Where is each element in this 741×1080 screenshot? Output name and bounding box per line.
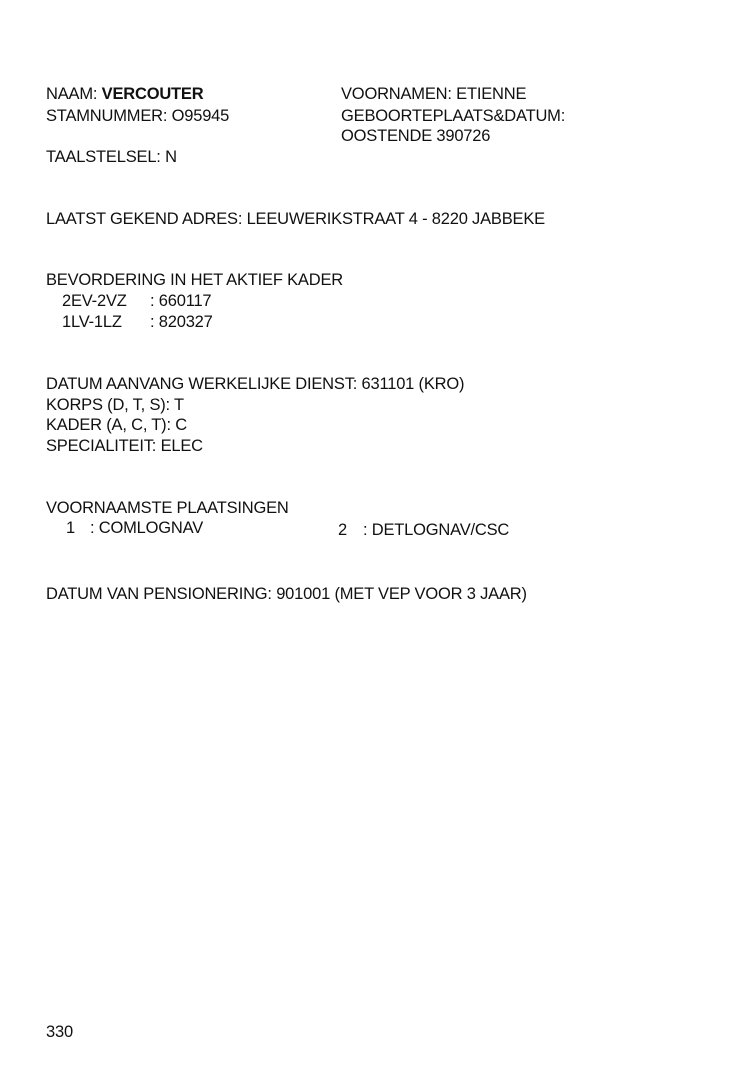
bevordering-code: 2EV-2VZ bbox=[62, 292, 127, 310]
taalstelsel-line: TAALSTELSEL: N bbox=[46, 148, 177, 166]
geboorte-label: GEBOORTEPLAATS&DATUM: bbox=[341, 107, 566, 125]
plaatsing-value: : DETLOGNAV/CSC bbox=[363, 521, 510, 539]
bevordering-heading: BEVORDERING IN HET AKTIEF KADER bbox=[46, 271, 343, 289]
plaatsingen-heading: VOORNAAMSTE PLAATSINGEN bbox=[46, 499, 289, 517]
naam-line bbox=[46, 84, 203, 104]
geboorte-value: OOSTENDE 390726 bbox=[341, 127, 491, 145]
page-number: 330 bbox=[46, 1023, 73, 1041]
plaatsing-value: : COMLOGNAV bbox=[90, 519, 204, 537]
stamnummer-line: STAMNUMMER: O95945 bbox=[46, 107, 230, 125]
adres-line: LAATST GEKEND ADRES: LEEUWERIKSTRAAT 4 - 8220 JABBEKE bbox=[46, 210, 545, 228]
korps-line: KORPS (D, T, S): T bbox=[46, 396, 184, 414]
voornamen-line: VOORNAMEN: ETIENNE bbox=[341, 85, 527, 103]
aanvang-dienst-line: DATUM AANVANG WERKELIJKE DIENST: 631101 (KRO) bbox=[46, 375, 465, 393]
plaatsing-number: 2 bbox=[338, 521, 347, 539]
bevordering-date: : 820327 bbox=[150, 313, 213, 331]
plaatsing-number: 1 bbox=[66, 519, 75, 537]
kader-line: KADER (A, C, T): C bbox=[46, 416, 187, 434]
bevordering-code: 1LV-1LZ bbox=[62, 313, 122, 331]
bevordering-date: : 660117 bbox=[150, 292, 212, 310]
pensionering-line: DATUM VAN PENSIONERING: 901001 (MET VEP VOOR 3 JAAR) bbox=[46, 585, 527, 603]
naam-value: VERCOUTER bbox=[101, 85, 204, 103]
specialiteit-line: SPECIALITEIT: ELEC bbox=[46, 437, 203, 455]
naam-label: NAAM: bbox=[46, 85, 98, 103]
